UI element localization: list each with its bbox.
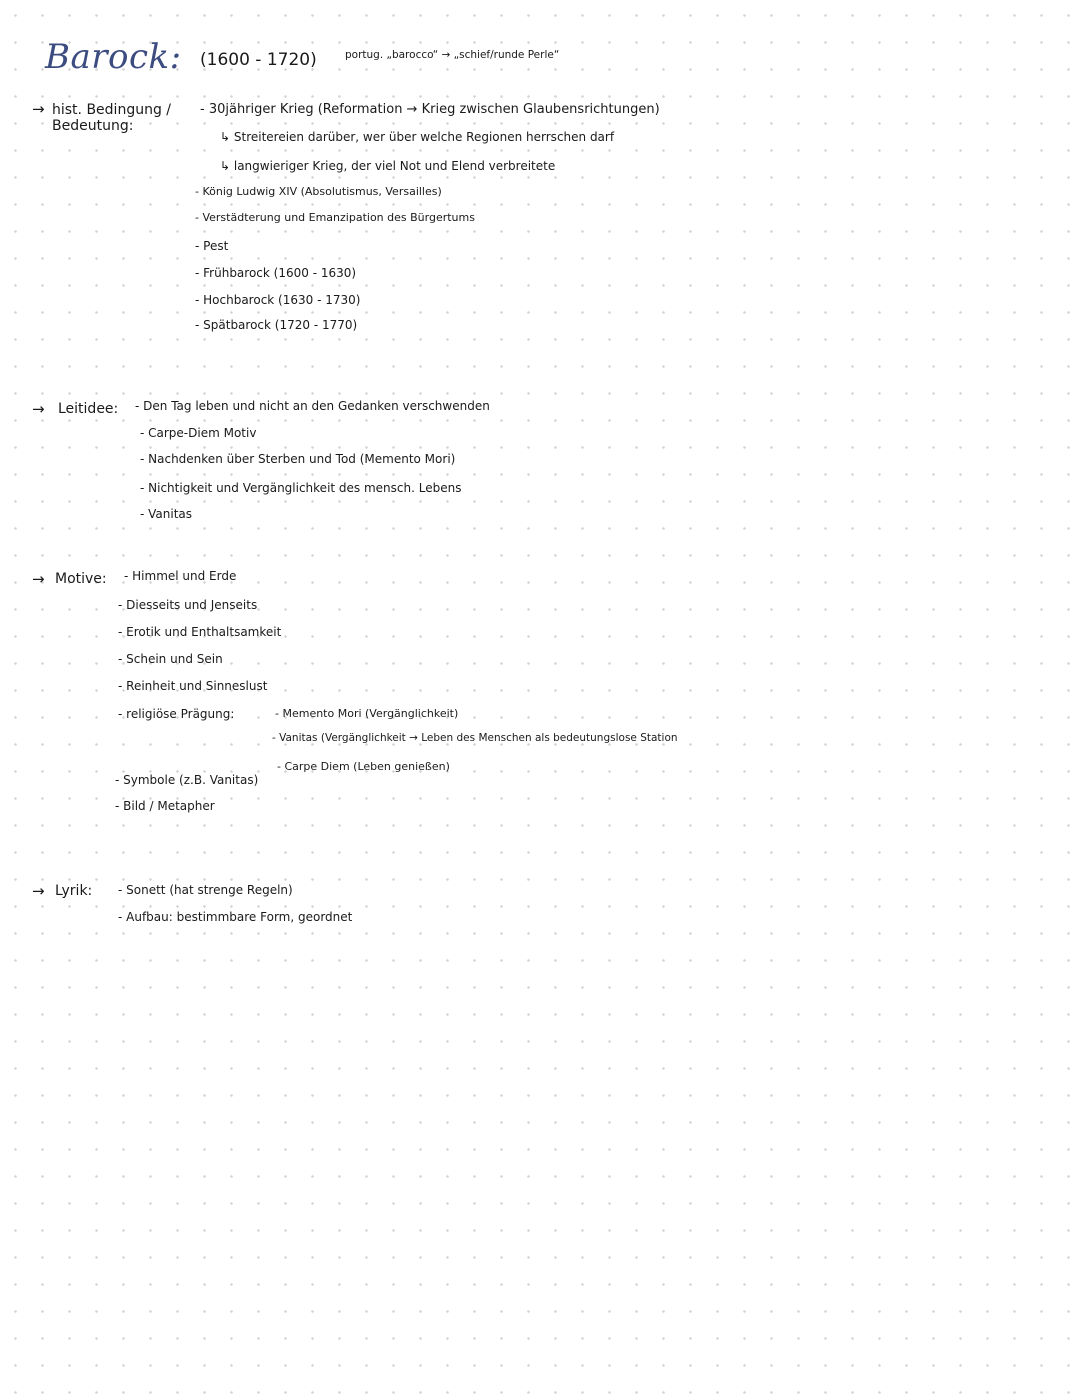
leitidee-item-2: - Carpe-Diem Motiv [140, 426, 257, 440]
lyrik-label: Lyrik: [55, 883, 93, 899]
leitidee-label: Leitidee: [58, 401, 119, 417]
motive-item-7: - Memento Mori (Vergänglichkeit) [275, 707, 459, 720]
hist-item-4: - König Ludwig XIV (Absolutismus, Versailles) [195, 185, 442, 198]
hist-item-5: - Verstädterung und Emanzipation des Bürgertums [195, 211, 475, 224]
lyrik-arrow-icon: → [32, 882, 45, 900]
motive-item-2: - Diesseits und Jenseits [118, 598, 258, 612]
hist-arrow-icon: → [32, 100, 45, 118]
lyrik-item-1: - Sonett (hat strenge Regeln) [118, 883, 293, 897]
hist-item-9: - Spätbarock (1720 - 1770) [195, 318, 358, 332]
motive-item-4: - Schein und Sein [118, 652, 223, 666]
leitidee-item-4: - Nichtigkeit und Vergänglichkeit des mensch. Lebens [140, 481, 462, 495]
title-etymology: portug. „barocco“ → „schief/runde Perle“ [345, 49, 560, 61]
motive-label: Motive: [55, 571, 107, 587]
hist-item-3: ↳ langwieriger Krieg, der viel Not und Elend verbreitete [220, 159, 556, 173]
hist-label: hist. Bedingung / Bedeutung: [52, 102, 171, 135]
hist-item-8: - Hochbarock (1630 - 1730) [195, 293, 361, 307]
motive-arrow-icon: → [32, 570, 45, 588]
leitidee-item-1: - Den Tag leben und nicht an den Gedanken verschwenden [135, 399, 490, 413]
motive-item-8: - Vanitas (Vergänglichkeit → Leben des Menschen als bedeutungslose Station [272, 732, 678, 744]
hist-item-2: ↳ Streitereien darüber, wer über welche Regionen herrschen darf [220, 130, 615, 144]
leitidee-arrow-icon: → [32, 400, 45, 418]
page-title: Barock: [45, 37, 182, 77]
hist-item-7: - Frühbarock (1600 - 1630) [195, 266, 357, 280]
hist-item-6: - Pest [195, 239, 229, 253]
leitidee-item-3: - Nachdenken über Sterben und Tod (Memento Mori) [140, 452, 456, 466]
motive-item-1: - Himmel und Erde [124, 569, 237, 583]
motive-item-11: - Bild / Metapher [115, 799, 215, 813]
hist-item-1: - 30jähriger Krieg (Reformation → Krieg zwischen Glaubensrichtungen) [200, 102, 660, 117]
motive-item-9: - Carpe Diem (Leben genießen) [277, 760, 450, 773]
motive-item-3: - Erotik und Enthaltsamkeit [118, 625, 282, 639]
motive-item-5: - Reinheit und Sinneslust [118, 679, 268, 693]
leitidee-item-5: - Vanitas [140, 507, 193, 521]
motive-item-6: - religiöse Prägung: [118, 707, 235, 721]
motive-item-10: - Symbole (z.B. Vanitas) [115, 773, 259, 787]
title-dates: (1600 - 1720) [200, 50, 317, 70]
lyrik-item-2: - Aufbau: bestimmbare Form, geordnet [118, 910, 353, 924]
